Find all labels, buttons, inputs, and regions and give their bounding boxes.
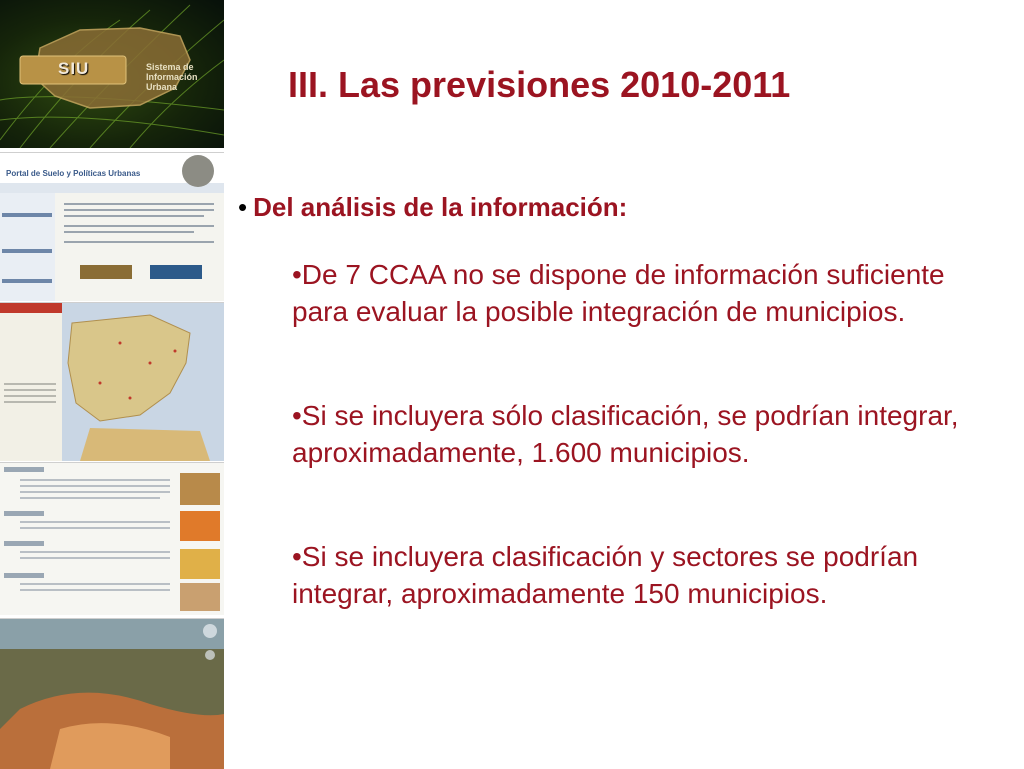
sub-bullet-3: •Si se incluyera clasificación y sectores se podrían integrar, aproximadamente 150 municipios. xyxy=(292,541,919,609)
satellite-view-screenshot xyxy=(0,618,224,769)
documents-list-graphic xyxy=(0,463,224,615)
satellite-view-graphic xyxy=(0,619,224,769)
main-bullet-text: Del análisis de la información: xyxy=(253,192,628,222)
logo-acronym: SIU xyxy=(58,59,90,78)
spain-map-screenshot xyxy=(0,302,224,461)
portal-screenshot xyxy=(0,152,224,301)
bullet-dot-icon: • xyxy=(238,192,248,222)
logo-caption: Sistema de Información Urbana xyxy=(146,62,198,92)
portal-title: Portal de Suelo y Políticas Urbanas xyxy=(6,169,141,178)
documents-list-screenshot xyxy=(0,462,224,615)
siu-logo-image xyxy=(0,0,224,148)
sub-bullet-1: •De 7 CCAA no se dispone de información suficiente para evaluar la posible integración de municipios. xyxy=(292,259,945,327)
left-image-strip xyxy=(0,0,224,768)
spain-map-graphic xyxy=(0,303,224,461)
sub-bullet-2: •Si se incluyera sólo clasificación, se podrían integrar, aproximadamente, 1.600 municipios. xyxy=(292,400,959,468)
main-bullet xyxy=(238,192,627,223)
slide-title: III. Las previsiones 2010-2011 xyxy=(288,64,791,105)
